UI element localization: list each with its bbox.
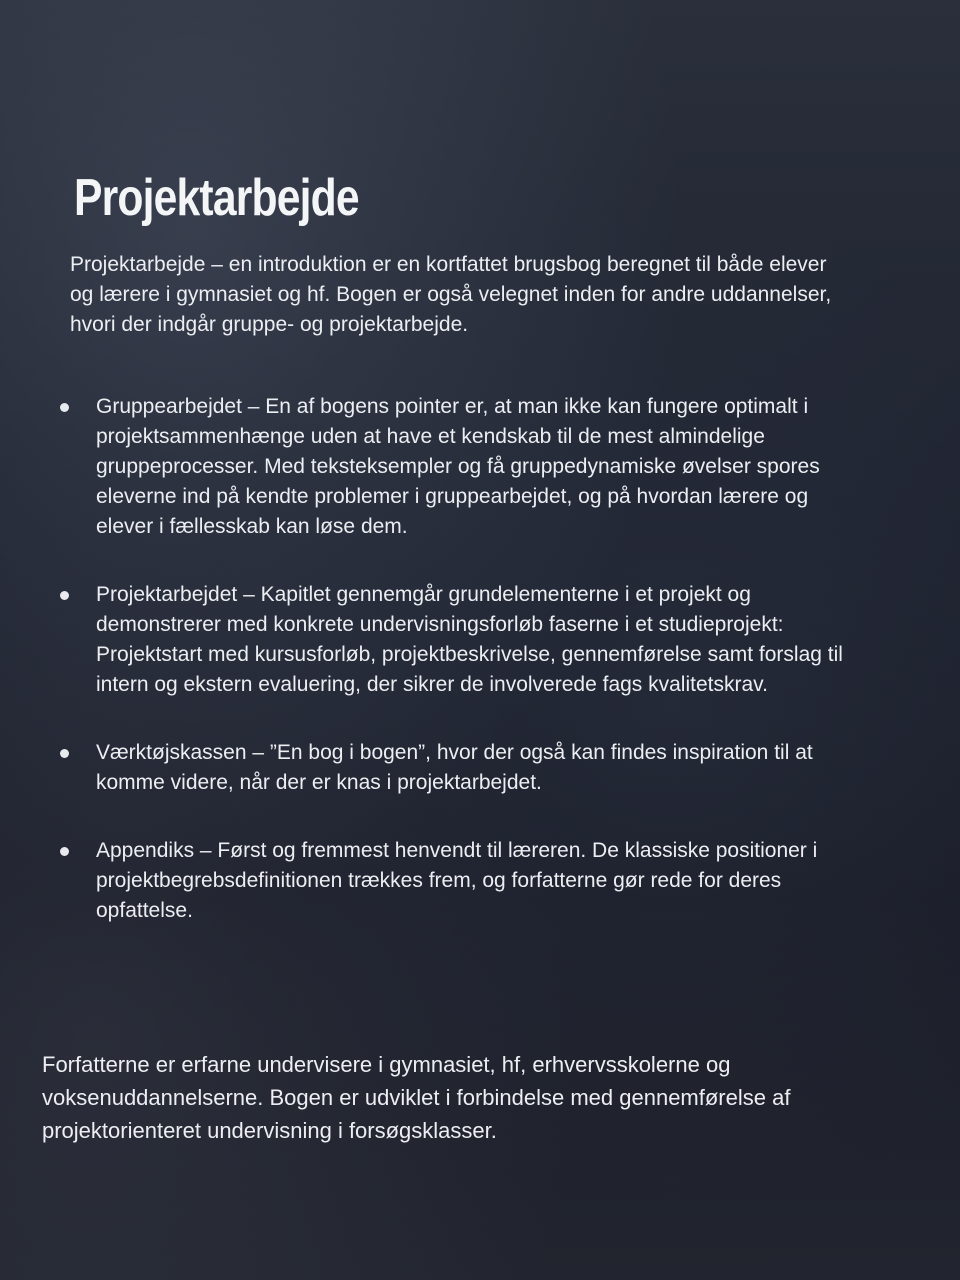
list-item xyxy=(40,836,860,926)
bullet-icon xyxy=(60,847,69,856)
list-item xyxy=(40,738,860,798)
bullet-icon xyxy=(60,749,69,758)
list-item xyxy=(40,580,860,700)
list-item-text: Værktøjskassen – ”En bog i bogen”, hvor der også kan findes inspiration til at komme videre, når der er knas i projektarbejdet. xyxy=(96,741,813,794)
list-item-text: Gruppearbejdet – En af bogens pointer er, at man ikke kan fungere optimalt i projektsammenhænge uden at have et kendskab til de mest almindelige gruppeprocesser. Med teksteksempler og få gruppedynamiske øvelser spores eleverne ind på kendte problemer i gruppearbejdet, og på hvordan lærere og elever i fællesskab kan løse dem. xyxy=(96,395,820,538)
author-paragraph: Forfatterne er erfarne undervisere i gymnasiet, hf, erhvervsskolerne og voksenuddannelserne. Bogen er udviklet i forbindelse med gennemførelse af projektorienteret undervisning i forsøgsklasser. xyxy=(42,1052,791,1143)
bullet-icon xyxy=(60,403,69,412)
chapter-list xyxy=(40,392,860,964)
list-item-text: Appendiks – Først og fremmest henvendt til læreren. De klassiske positioner i projektbegrebsdefinitionen trækkes frem, og forfatterne gør rede for deres opfattelse. xyxy=(96,839,818,922)
bullet-icon xyxy=(60,591,69,600)
intro-paragraph: Projektarbejde – en introduktion er en kortfattet brugsbog beregnet til både elever og lærere i gymnasiet og hf. Bogen er også velegnet inden for andre uddannelser, hvori der indgår gruppe- og projektarbejde. xyxy=(70,253,832,336)
list-item-text: Projektarbejdet – Kapitlet gennemgår grundelementerne i et projekt og demonstrerer med konkrete undervisningsforløb faserne i et studieprojekt: Projektstart med kursusforløb, projektbeskrivelse, gennemførelse samt forslag til intern og ekstern evaluering, der sikrer de involverede fags kvalitetskrav. xyxy=(96,583,843,696)
list-item xyxy=(40,392,860,542)
book-title: Projektarbejde xyxy=(74,169,359,227)
